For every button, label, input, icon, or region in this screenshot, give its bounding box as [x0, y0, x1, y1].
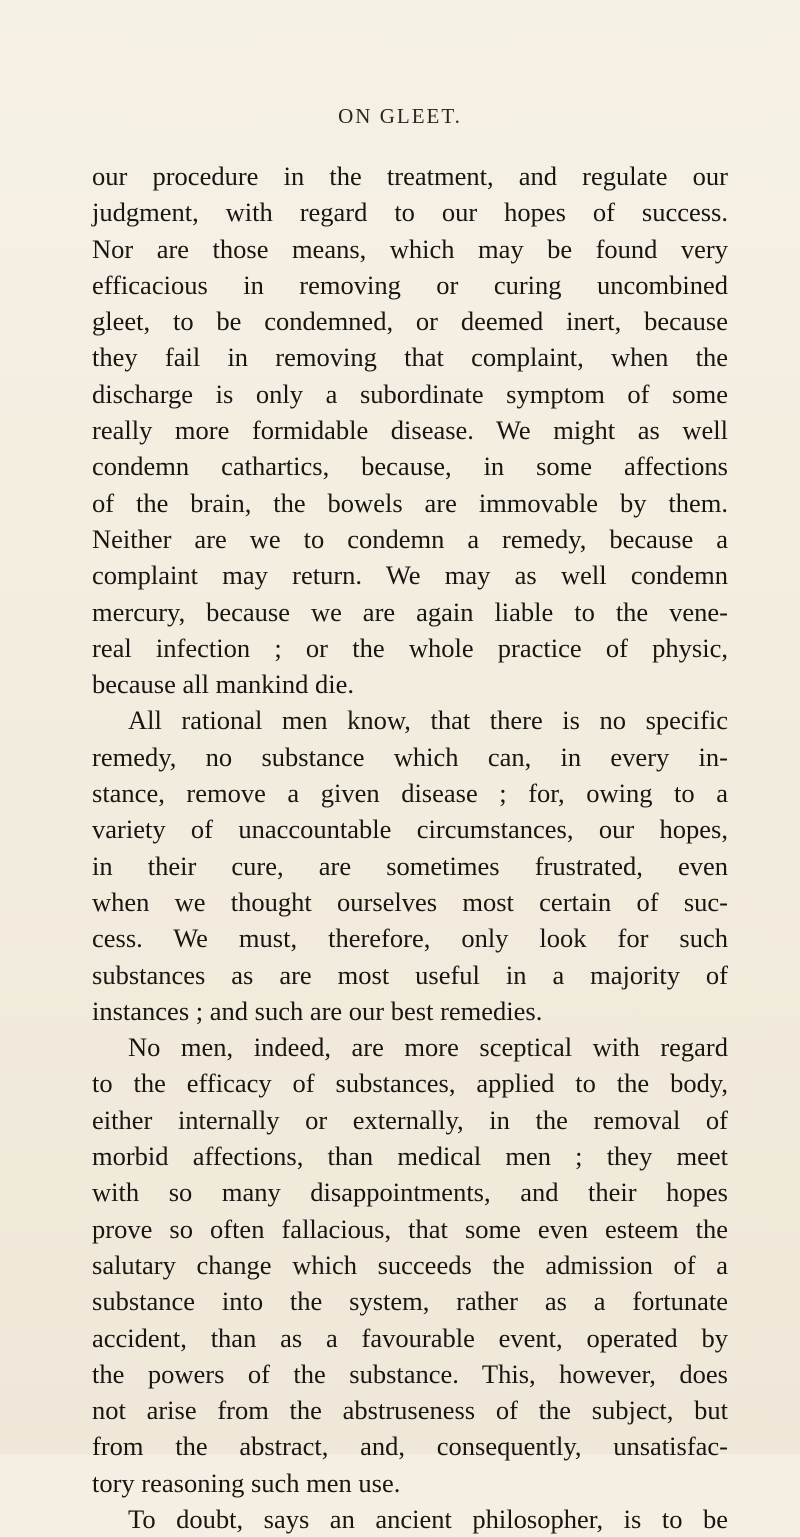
text-line: All rational men know, that there is no specific: [128, 705, 728, 736]
text-line: because all mankind die.: [92, 669, 354, 700]
text-line: Neither are we to condemn a remedy, because a: [92, 523, 728, 554]
text-line: substances as are most useful in a majority of: [92, 959, 728, 990]
text-line: our procedure in the treatment, and regulate our: [92, 161, 728, 191]
text-line: efficacious in removing or curing uncombined: [92, 269, 728, 300]
text-line: judgment, with regard to our hopes of success.: [92, 197, 728, 228]
text-line: either internally or externally, in the removal of: [92, 1104, 728, 1135]
text-line: stance, remove a given disease ; for, owing to a: [92, 778, 728, 809]
text-line: real infection ; or the whole practice of physic,: [92, 632, 728, 663]
text-line: tory reasoning such men use.: [92, 1467, 401, 1498]
text-line: morbid affections, than medical men ; they meet: [92, 1141, 728, 1172]
text-line: gleet, to be condemned, or deemed inert, because: [92, 306, 728, 337]
text-line: Nor are those means, which may be found very: [92, 233, 728, 264]
text-line: salutary change which succeeds the admission of a: [92, 1249, 728, 1280]
body-text: [92, 158, 728, 1537]
text-line: to the efficacy of substances, applied to the body,: [92, 1068, 728, 1099]
text-line: really more formidable disease. We might as well: [92, 415, 728, 446]
text-line: variety of unaccountable circumstances, our hopes,: [92, 814, 728, 845]
text-line: of the brain, the bowels are immovable by them.: [92, 487, 728, 518]
text-line: when we thought ourselves most certain of suc-: [92, 886, 728, 917]
text-line: No men, indeed, are more sceptical with regard: [128, 1032, 728, 1063]
text-line: accident, than as a favourable event, operated by: [92, 1322, 728, 1353]
text-line: cess. We must, therefore, only look for such: [92, 923, 728, 954]
text-line: from the abstract, and, consequently, unsatisfac-: [92, 1431, 728, 1462]
text-line: they fail in removing that complaint, when the: [92, 342, 728, 373]
text-line: instances ; and such are our best remedies.: [92, 995, 543, 1026]
text-line: substance into the system, rather as a fortunate: [92, 1286, 728, 1317]
text-line: prove so often fallacious, that some even esteem the: [92, 1213, 728, 1244]
text-line: complaint may return. We may as well condemn: [92, 560, 728, 591]
text-line: mercury, because we are again liable to the vene-: [92, 596, 728, 627]
text-line: condemn cathartics, because, in some affections: [92, 451, 728, 482]
running-head: ON GLEET.: [338, 104, 462, 128]
text-line: with so many disappointments, and their hopes: [92, 1177, 728, 1208]
text-line: remedy, no substance which can, in every in-: [92, 741, 728, 772]
text-line: To doubt, says an ancient philosopher, is to be: [128, 1503, 728, 1534]
text-line: not arise from the abstruseness of the subject, but: [92, 1395, 728, 1426]
text-line: discharge is only a subordinate symptom of some: [92, 378, 728, 409]
text-line: in their cure, are sometimes frustrated, even: [92, 850, 728, 881]
text-line: the powers of the substance. This, however, does: [92, 1358, 728, 1389]
